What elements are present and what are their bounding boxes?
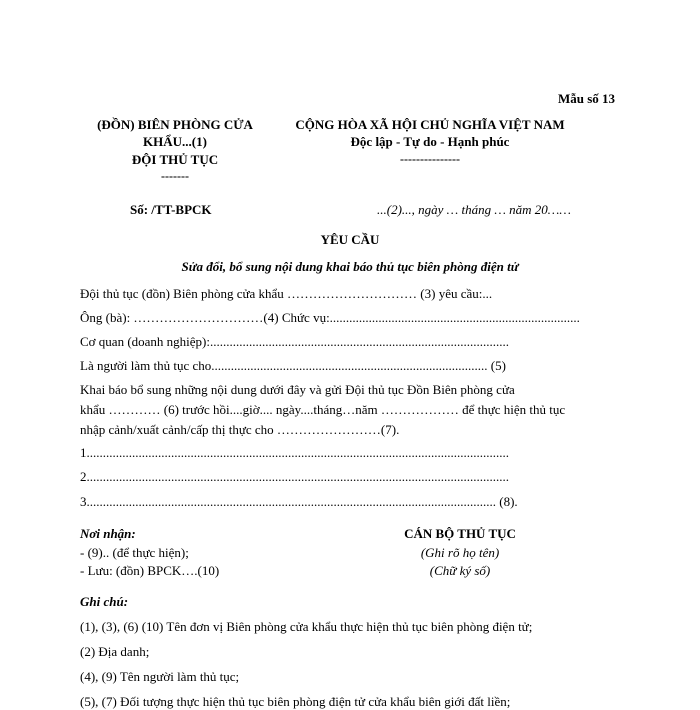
team-name: ĐỘI THỦ TỤC: [131, 152, 219, 167]
signer-signature-note: (Chữ ký số): [429, 563, 491, 578]
body-paragraph-line2: khẩu ………… (6) trước hồi....giờ.... ngày....tháng…năm ……………… để thực hiện thủ tục: [80, 402, 566, 417]
note-4: (5), (7) Đối tượng thực hiện thủ tục biên phòng điện tử cửa khẩu biên giới đất liền;: [80, 694, 511, 709]
signer-name-note: (Ghi rõ họ tên): [420, 545, 500, 560]
notes-label: Ghi chú:: [80, 594, 129, 609]
agency-name-line2: KHẨU...(1): [143, 134, 207, 149]
left-divider: -------: [161, 169, 189, 183]
form-number: Mẫu số 13: [558, 91, 616, 106]
document-subtitle: Sửa đổi, bổ sung nội dung khai báo thủ tục biên phòng điện tử: [181, 259, 519, 274]
body-line-organization: Cơ quan (doanh nghiệp):............................................................................................: [80, 334, 509, 349]
note-1: (1), (3), (6) (10) Tên đơn vị Biên phòng cửa khẩu thực hiện thủ tục biên phòng điện tử;: [80, 619, 533, 634]
signer-title: CÁN BỘ THỦ TỤC: [404, 526, 516, 541]
body-line-team: Đội thủ tục (đồn) Biên phòng cửa khẩu ………………………… (3) yêu cầu:...: [80, 286, 493, 301]
note-2: (2) Địa danh;: [80, 644, 150, 659]
item-line-2: 2..................................................................................................................................: [80, 469, 509, 484]
motto: Độc lập - Tự do - Hạnh phúc: [350, 134, 510, 149]
body-line-person: Ông (bà): …………………………(4) Chức vụ:.............................................................................: [80, 310, 580, 325]
body-paragraph-line1: Khai báo bổ sung những nội dung dưới đây và gửi Đội thủ tục Đồn Biên phòng cửa: [80, 382, 515, 397]
document-number: Số: /TT-BPCK: [130, 202, 212, 217]
body-paragraph-line3: nhập cảnh/xuất cảnh/cấp thị thực cho ……………………(7).: [80, 422, 400, 437]
place-date: ...(2)..., ngày … tháng … năm 20……: [377, 202, 571, 217]
right-divider: ---------------: [400, 152, 460, 166]
recipients-label: Nơi nhận:: [80, 526, 136, 541]
recipient-line-2: - Lưu: (đồn) BPCK….(10): [80, 563, 220, 578]
body-line-representing: Là người làm thủ tục cho..................................................................................... (5): [80, 358, 506, 373]
item-line-3: 3.............................................................................................................................. (8).: [80, 494, 518, 509]
country-name: CỘNG HÒA XÃ HỘI CHỦ NGHĨA VIỆT NAM: [295, 117, 565, 132]
document-title: YÊU CẦU: [320, 232, 380, 247]
agency-name-line1: (ĐỒN) BIÊN PHÒNG CỬA: [97, 117, 253, 132]
note-3: (4), (9) Tên người làm thủ tục;: [80, 669, 240, 684]
item-line-1: 1..................................................................................................................................: [80, 445, 509, 460]
recipient-line-1: - (9).. (để thực hiện);: [80, 545, 189, 560]
